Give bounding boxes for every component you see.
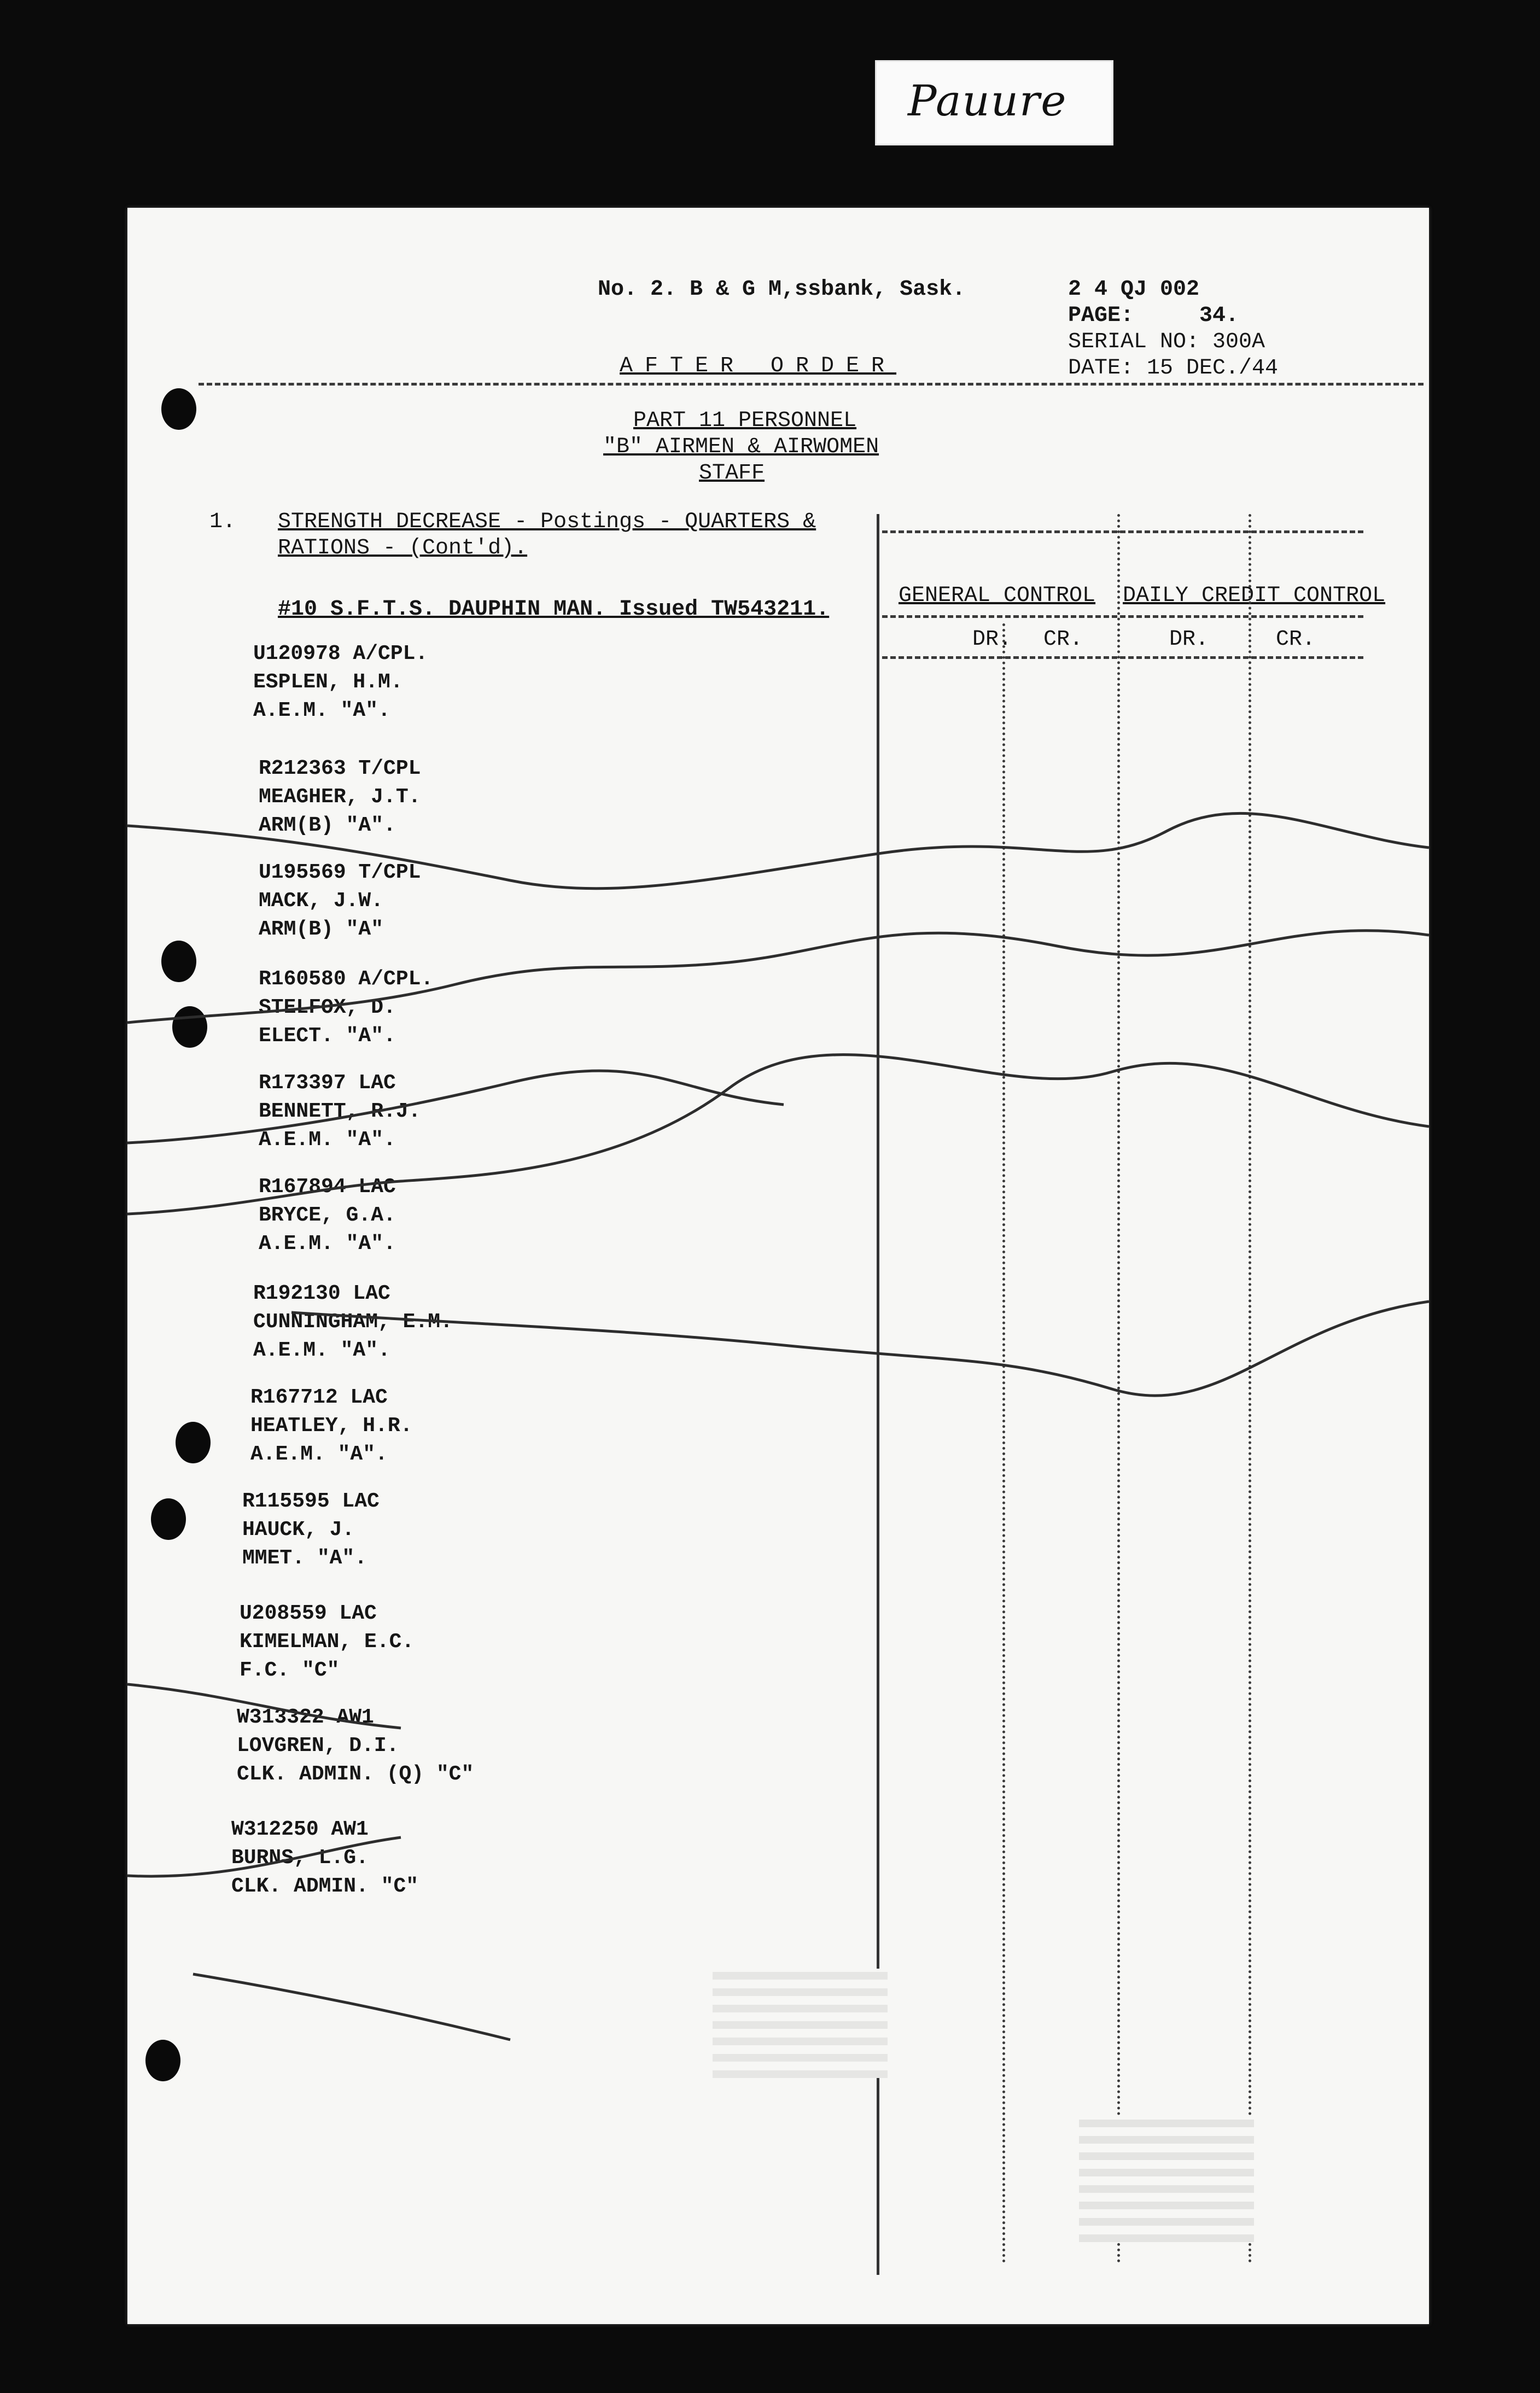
name: STELFOX, D.	[259, 996, 396, 1019]
service-number-rank: U208559 LAC	[240, 1602, 377, 1625]
cr-column-2: CR.	[1276, 627, 1316, 652]
serial-number: SERIAL NO: 300A	[1068, 330, 1265, 354]
staff-heading: STAFF	[699, 461, 765, 486]
name: HEATLEY, H.R.	[250, 1414, 413, 1438]
trade: A.E.M. "A".	[259, 1232, 396, 1256]
document-page	[127, 208, 1429, 2324]
section-heading-line1: STRENGTH DECREASE - Postings - QUARTERS &	[278, 510, 816, 534]
trade: CLK. ADMIN. "C"	[231, 1875, 419, 1898]
page-label: PAGE:	[1068, 303, 1134, 328]
archive-label-text: Pauure	[908, 77, 1068, 126]
name: MACK, J.W.	[259, 889, 384, 913]
service-number-rank: R212363 T/CPL	[259, 757, 421, 780]
name: BURNS, L.G.	[231, 1846, 369, 1870]
posting-destination: #10 S.F.T.S. DAUPHIN MAN. Issued TW543211.	[278, 597, 830, 622]
file-reference: 2 4 QJ 002	[1068, 277, 1200, 302]
trade: ELECT. "A".	[259, 1024, 396, 1048]
service-number-rank: R115595 LAC	[242, 1490, 380, 1513]
name: MEAGHER, J.T.	[259, 785, 421, 809]
general-control-header: GENERAL CONTROL	[899, 583, 1096, 608]
name: BRYCE, G.A.	[259, 1204, 396, 1227]
unit-heading: No. 2. B & G M,ssbank, Sask.	[598, 277, 966, 302]
name: CUNNINGHAM, E.M.	[253, 1310, 453, 1334]
trade: CLK. ADMIN. (Q) "C"	[237, 1762, 474, 1786]
service-number-rank: U195569 T/CPL	[259, 861, 421, 884]
order-date: DATE: 15 DEC./44	[1068, 356, 1279, 381]
service-number-rank: W312250 AW1	[231, 1818, 369, 1841]
daily-credit-control-header: DAILY CREDIT CONTROL	[1123, 583, 1386, 608]
name: BENNETT, R.J.	[259, 1100, 421, 1123]
service-number-rank: U120978 A/CPL.	[253, 642, 428, 666]
service-number-rank: R167894 LAC	[259, 1175, 396, 1199]
trade: ARM(B) "A"	[259, 918, 384, 941]
name: LOVGREN, D.I.	[237, 1734, 399, 1758]
trade: F.C. "C"	[240, 1659, 340, 1682]
dr-column-1: DR.	[972, 627, 1012, 652]
personnel-heading: "B" AIRMEN & AIRWOMEN	[603, 435, 879, 459]
trade: A.E.M. "A".	[253, 699, 390, 722]
page-number: 34.	[1199, 303, 1239, 328]
document-title: AFTER ORDER	[620, 354, 897, 378]
service-number-rank: R160580 A/CPL.	[259, 967, 434, 991]
service-number-rank: W313322 AW1	[237, 1706, 374, 1729]
service-number-rank: R173397 LAC	[259, 1071, 396, 1095]
name: HAUCK, J.	[242, 1518, 355, 1542]
trade: MMET. "A".	[242, 1546, 368, 1570]
cr-column-1: CR.	[1043, 627, 1083, 652]
service-number-rank: R167712 LAC	[250, 1386, 388, 1409]
dr-column-2: DR.	[1169, 627, 1209, 652]
trade: A.E.M. "A".	[250, 1443, 388, 1466]
trade: A.E.M. "A".	[253, 1339, 390, 1362]
section-heading-line2: RATIONS - (Cont'd).	[278, 536, 528, 561]
part-heading: PART 11 PERSONNEL	[633, 408, 857, 433]
name: ESPLEN, H.M.	[253, 670, 403, 694]
section-number: 1.	[209, 510, 236, 534]
trade: ARM(B) "A".	[259, 814, 396, 837]
service-number-rank: R192130 LAC	[253, 1282, 390, 1305]
trade: A.E.M. "A".	[259, 1128, 396, 1152]
crease-lines	[127, 208, 1429, 2324]
name: KIMELMAN, E.C.	[240, 1630, 415, 1654]
